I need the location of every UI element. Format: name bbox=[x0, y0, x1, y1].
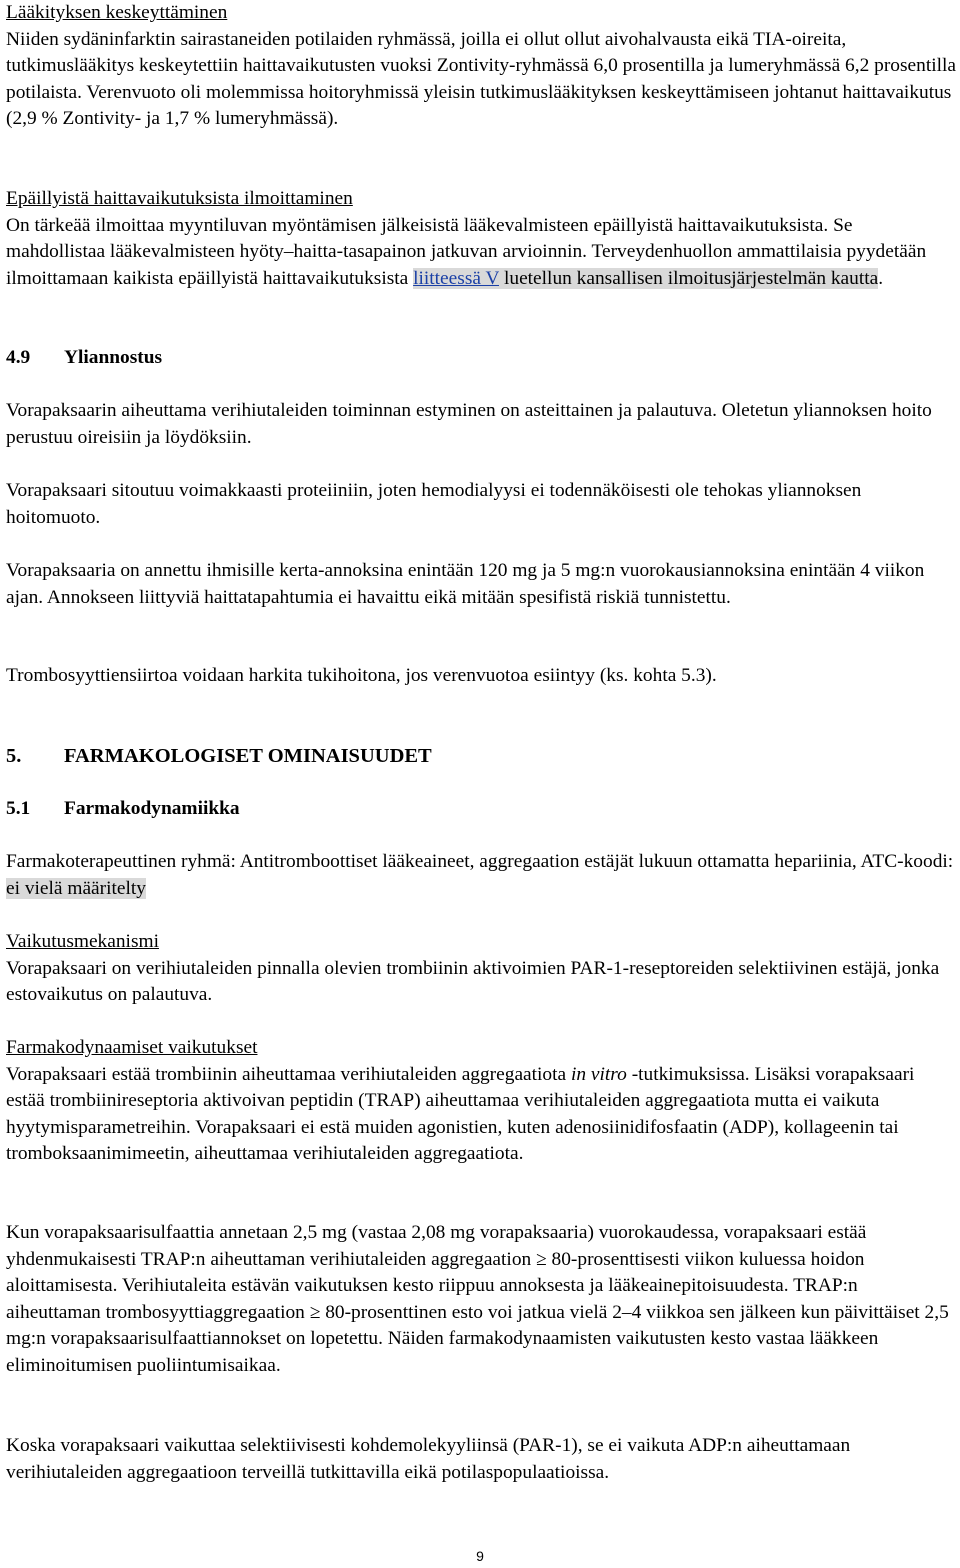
overdose-heading bbox=[6, 345, 956, 372]
overdose-paragraph-2: Vorapaksaari sitoutuu voimakkaasti proteiiniin, joten hemodialyysi ei todennäköisesti ole tehokas yliannoksen hoitomuoto. bbox=[6, 480, 862, 528]
page-number: 9 bbox=[476, 1548, 484, 1564]
reporting-body: On tärkeää ilmoittaa myyntiluvan myöntämisen jälkeisistä lääkevalmisteen epäillyistä haittavaikutuksista. Se mahdollistaa lääkevalmisteen hyöty–haitta-tasapainon jatkuvan arvioinnin. Terveydenhuollon ammattilaisia pyydetään ilmoittamaan kaikista epäillyistä haittavaikutuksista bbox=[6, 214, 927, 289]
overdose-paragraph-1: Vorapaksaarin aiheuttama verihiutaleiden toiminnan estyminen on asteittainen ja palautuva. Oletetun yliannoksen hoito perustuu oireisiin ja löydöksiin. bbox=[6, 400, 932, 448]
overdose-number: 4.9 bbox=[6, 347, 31, 368]
reporting-heading: Epäillyistä haittavaikutuksista ilmoittaminen bbox=[6, 188, 353, 209]
overdose-title: Yliannostus bbox=[64, 347, 163, 368]
mechanism-section bbox=[6, 929, 956, 1009]
pharmacological-number: 5. bbox=[6, 745, 22, 767]
pd-effects-paragraph-2: Kun vorapaksaarisulfaattia annetaan 2,5 mg (vastaa 2,08 mg vorapaksaaria) vuorokaudessa, vorapaksaari estää yhdenmukaisesti TRAP:n aiheuttaman verihiutaleiden aggregaation ≥ 80-prosenttisesti viikon kuluessa hoidon aloittamisesta. Verihiutaleita estävän vaikutuksen kesto riippuu annoksesta ja lääkeainepitoisuudesta. TRAP:n aiheuttaman trombosyyttiaggregaation ≥ 80-prosenttinen esto voi jatkua vielä 2–4 viikkoa sen jälkeen kun päivittäiset 2,5 mg:n vorapaksaarisulfaattiannokset on lopetettu. Näiden farmakodynaamisten vaikutusten kesto vastaa lääkkeen eliminoitumisen puoliintumisaikaa. bbox=[6, 1222, 949, 1376]
pd-effects-heading: Farmakodynaamiset vaikutukset bbox=[6, 1037, 258, 1058]
mechanism-paragraph: Vorapaksaari on verihiutaleiden pinnalla olevien trombiinin aktivoimien PAR-1-reseptoreiden selektiivinen estäjä, jonka estovaikutus on palautuva. bbox=[6, 957, 940, 1005]
pharmacodynamics-number: 5.1 bbox=[6, 798, 31, 819]
pd-effects-paragraph-3: Koska vorapaksaari vaikuttaa selektiivisesti kohdemolekyyliinsä (PAR-1), se ei vaikuta ADP:n aiheuttamaan verihiutaleiden aggregaatioon terveillä tutkittavilla eikä potilaspopulaatioissa. bbox=[6, 1435, 851, 1483]
reporting-section bbox=[6, 186, 956, 292]
pharmacodynamics-title: Farmakodynamiikka bbox=[64, 798, 240, 819]
reporting-trailing: . bbox=[878, 267, 884, 289]
atc-paragraph bbox=[6, 849, 956, 902]
reporting-body-after: luetellun kansallisen ilmoitusjärjestelmän kautta bbox=[503, 267, 879, 289]
annex-v-link[interactable]: liitteessä V bbox=[413, 267, 500, 289]
discontinuation-heading: Lääkityksen keskeyttäminen bbox=[6, 2, 228, 23]
in-vitro-text: in vitro bbox=[570, 1063, 627, 1085]
discontinuation-section bbox=[6, 0, 956, 133]
reporting-paragraph bbox=[6, 213, 956, 293]
pd-effects-text-before: Vorapaksaari estää trombiinin aiheuttamaa verihiutaleiden aggregaatiota bbox=[6, 1063, 567, 1085]
pharmacological-title: FARMAKOLOGISET OMINAISUUDET bbox=[64, 745, 432, 767]
pharmacodynamics-heading bbox=[6, 796, 956, 823]
pd-effects-paragraph-1 bbox=[6, 1062, 956, 1168]
pharmacological-heading bbox=[6, 743, 956, 770]
overdose-paragraph-3: Vorapaksaaria on annettu ihmisille kerta-annoksina enintään 120 mg ja 5 mg:n vuorokausiannoksina enintään 4 viikon ajan. Annokseen liittyviä haittatapahtumia ei havaittu eikä mitään spesifistä riskiä tunnistettu. bbox=[6, 560, 925, 608]
mechanism-heading: Vaikutusmekanismi bbox=[6, 931, 159, 952]
atc-text: Farmakoterapeuttinen ryhmä: Antitromboottiset lääkeaineet, aggregaation estäjät lukuun ottamatta hepariinia, ATC-koodi: bbox=[6, 851, 954, 872]
discontinuation-paragraph: Niiden sydäninfarktin sairastaneiden potilaiden ryhmässä, joilla ei ollut ollut aivohalvausta eikä TIA-oireita, tutkimuslääkitys keskeytettiin haittavaikutusten vuoksi Zontivity-ryhmässä 6,0 prosentilla ja lumeryhmässä 6,2 prosentilla potilaista. Verenvuoto oli molemmissa hoitoryhmissä yleisin tutkimuslääkityksen keskeyttämiseen johtanut haittavaikutus (2,9 % Zontivity- ja 1,7 % lumeryhmässä). bbox=[6, 28, 956, 129]
overdose-paragraph-4: Trombosyyttiensiirtoa voidaan harkita tukihoitona, jos verenvuotoa esiintyy (ks. kohta 5.3). bbox=[6, 665, 717, 686]
pd-effects-text-after: -tutkimuksissa. Lisäksi vorapaksaari estää trombiinireseptoria aktivoivan peptidin (TRAP) aiheuttamaa verihiutaleiden aggregaatiota mutta ei vaikuta hyytymisparametreihin. Vorapaksaari ei estä muiden agonistien, kuten adenosiinidifosfaatin (ADP), kollageenin tai tromboksaanimimeetin, aiheuttamaa verihiutaleiden aggregaatiota. bbox=[6, 1063, 915, 1164]
atc-code-value: ei vielä määritelty bbox=[6, 877, 146, 899]
pd-effects-section bbox=[6, 1035, 956, 1168]
